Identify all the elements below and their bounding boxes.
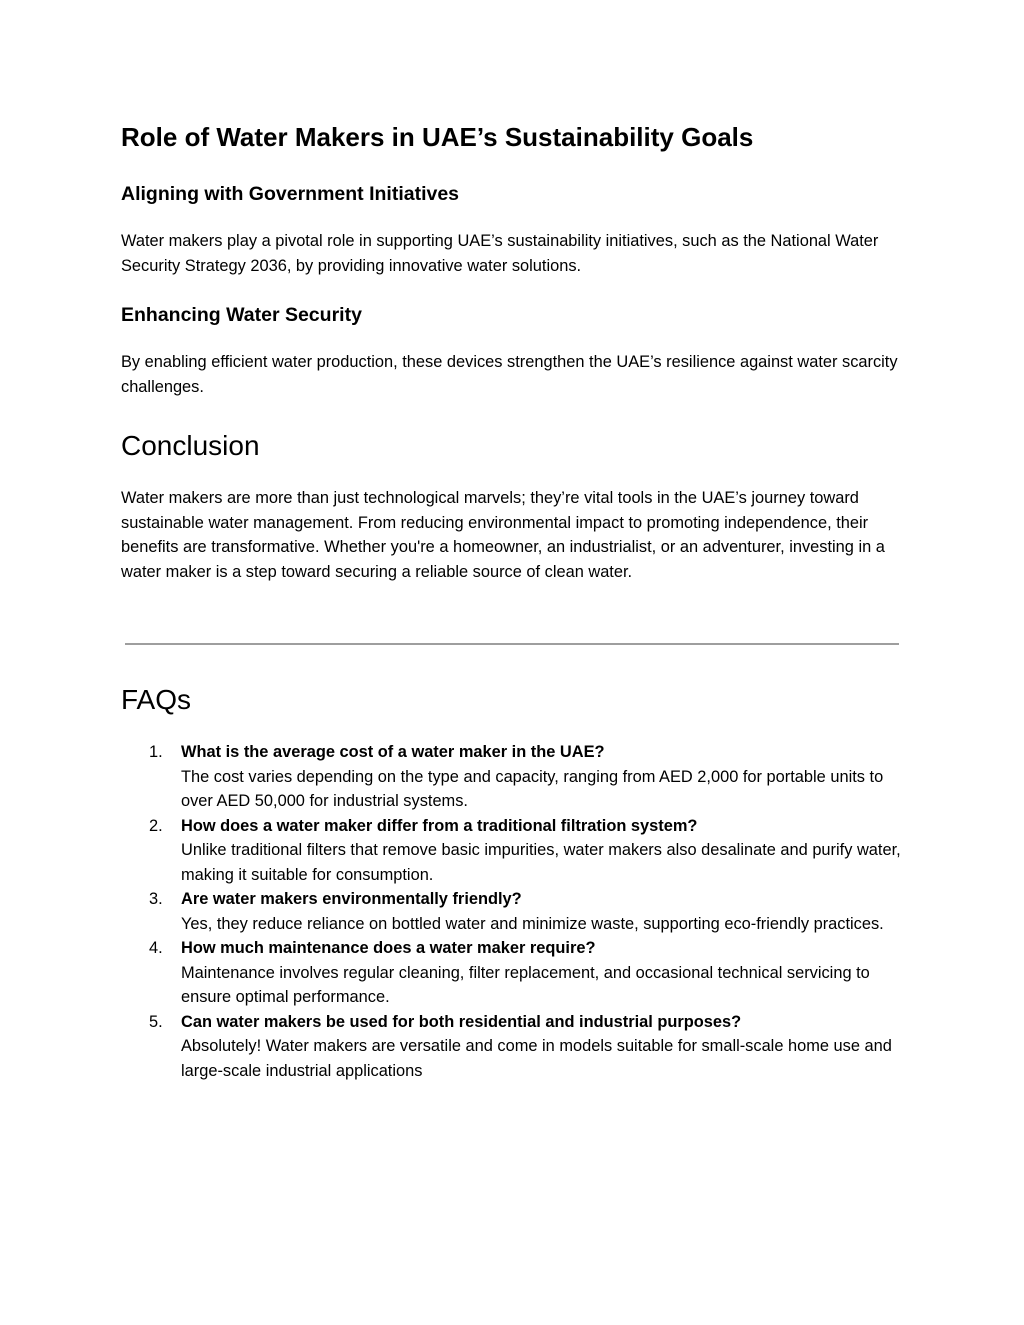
paragraph-security: By enabling efficient water production, these devices strengthen the UAE’s resilience against water scarcity challenges.	[121, 353, 898, 396]
faq-number: 2.	[149, 816, 163, 835]
faq-item	[121, 936, 901, 1010]
faq-answer: Unlike traditional filters that remove basic impurities, water makers also desalinate and purify water, making it suitable for consumption.	[181, 841, 901, 884]
faq-answer: Maintenance involves regular cleaning, filter replacement, and occasional technical servicing to ensure optimal performance.	[181, 963, 870, 1006]
faq-number: 1.	[149, 743, 163, 761]
section-title-faqs: FAQs	[121, 684, 192, 715]
faq-number: 3.	[149, 890, 163, 908]
faq-item	[121, 1010, 901, 1084]
faq-answer: The cost varies depending on the type and capacity, ranging from AED 2,000 for portable units to over AED 50,000 for industrial systems.	[181, 767, 884, 810]
subheading-aligning: Aligning with Government Initiatives	[121, 183, 460, 205]
paragraph-conclusion: Water makers are more than just technological marvels; they’re vital tools in the UAE’s journey toward sustainable water management. From reducing environmental impact to promoting independence, their benefits are transformative. Whether you're a homeowner, an industrialist, or an adventurer, investing in a water maker is a step toward securing a reliable source of clean water.	[121, 489, 885, 581]
faq-item	[121, 740, 901, 814]
faq-number: 5.	[149, 1012, 163, 1031]
faq-number: 4.	[149, 939, 163, 957]
faq-answer: Yes, they reduce reliance on bottled water and minimize waste, supporting eco-friendly practices.	[181, 914, 884, 933]
faq-item	[121, 887, 901, 936]
section-title-conclusion: Conclusion	[121, 430, 260, 461]
faq-answer: Absolutely! Water makers are versatile and come in models suitable for small-scale home use and large-scale industrial applications	[181, 1037, 892, 1080]
faq-list	[121, 740, 901, 1083]
faq-question: What is the average cost of a water maker in the UAE?	[181, 743, 605, 761]
faq-question: How much maintenance does a water maker require?	[181, 939, 596, 957]
section-title-role: Role of Water Makers in UAE’s Sustainability Goals	[121, 122, 754, 152]
paragraph-aligning: Water makers play a pivotal role in supporting UAE’s sustainability initiatives, such as the National Water Security Strategy 2036, by providing innovative water solutions.	[121, 232, 879, 275]
subheading-security: Enhancing Water Security	[121, 304, 362, 326]
horizontal-divider	[125, 643, 899, 645]
faq-question: How does a water maker differ from a traditional filtration system?	[181, 816, 698, 835]
faq-question: Can water makers be used for both residential and industrial purposes?	[181, 1012, 742, 1031]
faq-question: Are water makers environmentally friendly?	[181, 890, 522, 908]
faq-item	[121, 814, 901, 888]
